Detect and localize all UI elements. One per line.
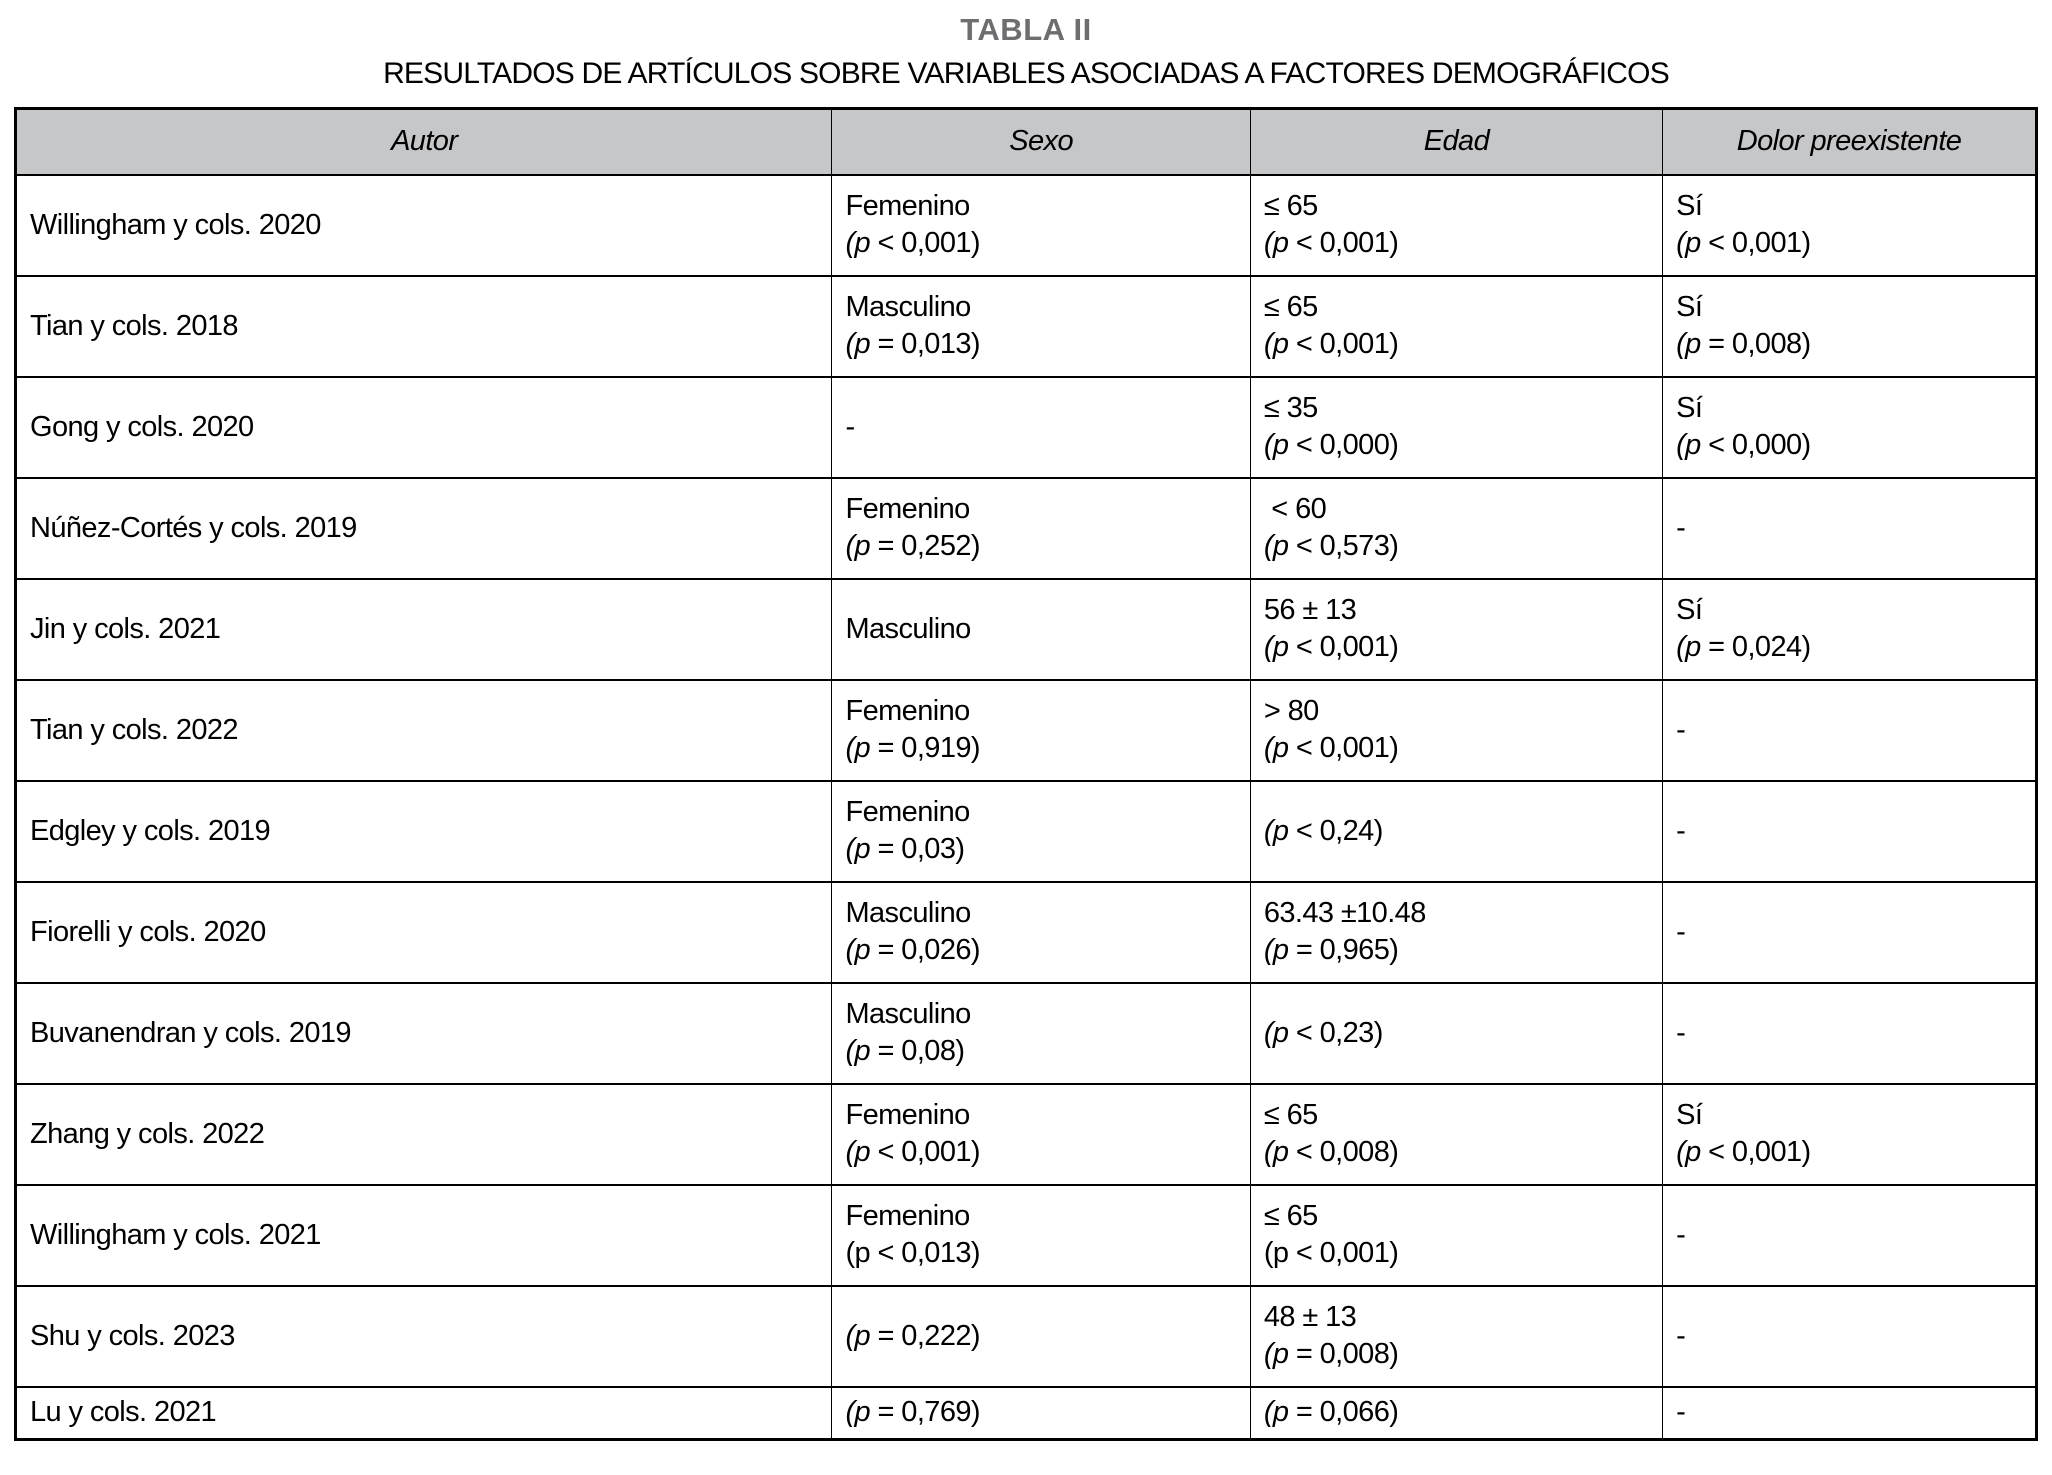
table-row xyxy=(16,781,2037,882)
edad-cell xyxy=(1250,983,1662,1084)
dolor-p-value: (p < 0,000) xyxy=(1676,429,1811,461)
table-row xyxy=(16,175,2037,276)
sexo-cell xyxy=(832,478,1250,579)
table-row xyxy=(16,1084,2037,1185)
author-cell: Willingham y cols. 2020 xyxy=(16,175,832,276)
edad-value: 63.43 ±10.48 xyxy=(1263,897,1426,929)
sexo-value: - xyxy=(845,410,855,443)
edad-value: ≤ 65 xyxy=(1263,291,1318,323)
edad-cell xyxy=(1250,1084,1662,1185)
edad-p-value: (p = 0,066) xyxy=(1263,1396,1399,1429)
dolor-value: Sí xyxy=(1676,1099,1703,1131)
column-header-sexo: Sexo xyxy=(832,109,1250,175)
table-row xyxy=(16,1185,2037,1286)
sexo-value: Femenino xyxy=(845,695,970,727)
sexo-p-value: (p = 0,769) xyxy=(845,1396,980,1429)
dolor-value: Sí xyxy=(1676,190,1703,222)
edad-p-value: (p < 0,000) xyxy=(1263,429,1399,461)
sexo-value: Masculino xyxy=(845,612,971,645)
edad-cell xyxy=(1250,781,1662,882)
edad-value: ≤ 65 xyxy=(1263,1200,1318,1232)
edad-p-value: (p < 0,001) xyxy=(1263,631,1399,663)
edad-cell xyxy=(1250,276,1662,377)
edad-value: ≤ 35 xyxy=(1263,392,1318,424)
table-row xyxy=(16,276,2037,377)
author-cell: Willingham y cols. 2021 xyxy=(16,1185,832,1286)
dolor-cell xyxy=(1663,478,2037,579)
dolor-p-value: (p < 0,001) xyxy=(1676,1136,1811,1168)
sexo-p-value: (p = 0,08) xyxy=(845,1035,965,1067)
author-cell: Fiorelli y cols. 2020 xyxy=(16,882,832,983)
author-cell: Edgley y cols. 2019 xyxy=(16,781,832,882)
sexo-value: Femenino xyxy=(845,796,970,828)
sexo-cell xyxy=(832,882,1250,983)
sexo-cell xyxy=(832,983,1250,1084)
header-row xyxy=(16,109,2037,175)
sexo-cell xyxy=(832,175,1250,276)
sexo-p-value: (p < 0,001) xyxy=(845,1136,980,1168)
author-cell: Buvanendran y cols. 2019 xyxy=(16,983,832,1084)
author-cell: Gong y cols. 2020 xyxy=(16,377,832,478)
edad-value: < 60 xyxy=(1263,493,1327,525)
dolor-cell xyxy=(1663,882,2037,983)
table-row xyxy=(16,1286,2037,1387)
sexo-value: Masculino xyxy=(845,291,971,323)
sexo-cell xyxy=(832,1286,1250,1387)
sexo-cell xyxy=(832,1084,1250,1185)
dolor-p-value: (p < 0,001) xyxy=(1676,227,1811,259)
edad-p-value: (p < 0,001) xyxy=(1263,328,1399,360)
column-header-dolor-preexistente: Dolor preexistente xyxy=(1663,109,2037,175)
table-row xyxy=(16,983,2037,1084)
edad-p-value: (p < 0,001) xyxy=(1263,732,1399,764)
dolor-value: - xyxy=(1676,1396,1686,1429)
column-header-autor: Autor xyxy=(16,109,832,175)
edad-cell xyxy=(1250,377,1662,478)
dolor-cell xyxy=(1663,1084,2037,1185)
edad-cell xyxy=(1250,680,1662,781)
table-body xyxy=(16,175,2037,1440)
edad-p-value: (p < 0,23) xyxy=(1263,1016,1383,1049)
dolor-cell xyxy=(1663,983,2037,1084)
edad-p-value: (p < 0,573) xyxy=(1263,530,1399,562)
dolor-p-value: (p = 0,024) xyxy=(1676,631,1811,663)
dolor-value: Sí xyxy=(1676,594,1703,626)
dolor-cell xyxy=(1663,1185,2037,1286)
sexo-cell xyxy=(832,1387,1250,1440)
edad-p-value: (p < 0,24) xyxy=(1263,814,1383,847)
sexo-value: Masculino xyxy=(845,897,971,929)
sexo-p-value: (p = 0,222) xyxy=(845,1319,980,1352)
sexo-cell xyxy=(832,276,1250,377)
author-cell: Tian y cols. 2018 xyxy=(16,276,832,377)
edad-cell xyxy=(1250,175,1662,276)
table-title: TABLA II xyxy=(960,12,1092,47)
dolor-cell xyxy=(1663,680,2037,781)
sexo-p-value: (p = 0,252) xyxy=(845,530,980,562)
dolor-cell xyxy=(1663,377,2037,478)
edad-cell xyxy=(1250,1286,1662,1387)
table-row xyxy=(16,478,2037,579)
edad-p-value: (p = 0,965) xyxy=(1263,934,1399,966)
dolor-cell xyxy=(1663,579,2037,680)
dolor-value: Sí xyxy=(1676,291,1703,323)
dolor-value: - xyxy=(1676,1319,1686,1352)
edad-value: ≤ 65 xyxy=(1263,1099,1318,1131)
edad-cell xyxy=(1250,579,1662,680)
edad-value: 48 ± 13 xyxy=(1263,1301,1357,1333)
table-row xyxy=(16,1387,2037,1440)
edad-cell xyxy=(1250,882,1662,983)
dolor-cell xyxy=(1663,175,2037,276)
dolor-cell xyxy=(1663,1387,2037,1440)
sexo-p-value: (p < 0,013) xyxy=(845,1237,980,1269)
table-row xyxy=(16,882,2037,983)
sexo-cell xyxy=(832,1185,1250,1286)
table-subtitle: RESULTADOS DE ARTÍCULOS SOBRE VARIABLES ASOCIADAS A FACTORES DEMOGRÁFICOS xyxy=(383,57,1669,90)
author-cell: Shu y cols. 2023 xyxy=(16,1286,832,1387)
edad-p-value: (p = 0,008) xyxy=(1263,1338,1399,1370)
sexo-p-value: (p = 0,026) xyxy=(845,934,980,966)
sexo-p-value: (p = 0,03) xyxy=(845,833,965,865)
dolor-cell xyxy=(1663,781,2037,882)
sexo-p-value: (p < 0,001) xyxy=(845,227,980,259)
dolor-cell xyxy=(1663,276,2037,377)
dolor-value: - xyxy=(1676,1218,1686,1251)
author-cell: Jin y cols. 2021 xyxy=(16,579,832,680)
sexo-value: Femenino xyxy=(845,190,970,222)
table-row xyxy=(16,377,2037,478)
sexo-value: Femenino xyxy=(845,493,970,525)
table-row xyxy=(16,680,2037,781)
edad-p-value: (p < 0,008) xyxy=(1263,1136,1399,1168)
edad-p-value: (p < 0,001) xyxy=(1263,1237,1399,1269)
edad-value: 56 ± 13 xyxy=(1263,594,1357,626)
edad-value: ≤ 65 xyxy=(1263,190,1318,222)
sexo-value: Femenino xyxy=(845,1099,970,1131)
edad-cell xyxy=(1250,1387,1662,1440)
author-cell: Núñez-Cortés y cols. 2019 xyxy=(16,478,832,579)
dolor-p-value: (p = 0,008) xyxy=(1676,328,1811,360)
author-cell: Lu y cols. 2021 xyxy=(16,1387,832,1440)
dolor-cell xyxy=(1663,1286,2037,1387)
dolor-value: - xyxy=(1676,915,1686,948)
sexo-cell xyxy=(832,781,1250,882)
dolor-value: - xyxy=(1676,814,1686,847)
edad-cell xyxy=(1250,1185,1662,1286)
results-table xyxy=(14,107,2038,1441)
sexo-value: Femenino xyxy=(845,1200,970,1232)
table-row xyxy=(16,579,2037,680)
sexo-cell xyxy=(832,377,1250,478)
dolor-value: - xyxy=(1676,1016,1686,1049)
dolor-value: - xyxy=(1676,713,1686,746)
author-cell: Zhang y cols. 2022 xyxy=(16,1084,832,1185)
table-caption xyxy=(0,12,2052,91)
dolor-value: - xyxy=(1676,511,1686,544)
edad-p-value: (p < 0,001) xyxy=(1263,227,1399,259)
dolor-value: Sí xyxy=(1676,392,1703,424)
sexo-p-value: (p = 0,013) xyxy=(845,328,980,360)
sexo-value: Masculino xyxy=(845,998,971,1030)
sexo-cell xyxy=(832,579,1250,680)
sexo-cell xyxy=(832,680,1250,781)
edad-value: > 80 xyxy=(1263,695,1319,727)
column-header-edad: Edad xyxy=(1250,109,1662,175)
edad-cell xyxy=(1250,478,1662,579)
author-cell: Tian y cols. 2022 xyxy=(16,680,832,781)
sexo-p-value: (p = 0,919) xyxy=(845,732,980,764)
